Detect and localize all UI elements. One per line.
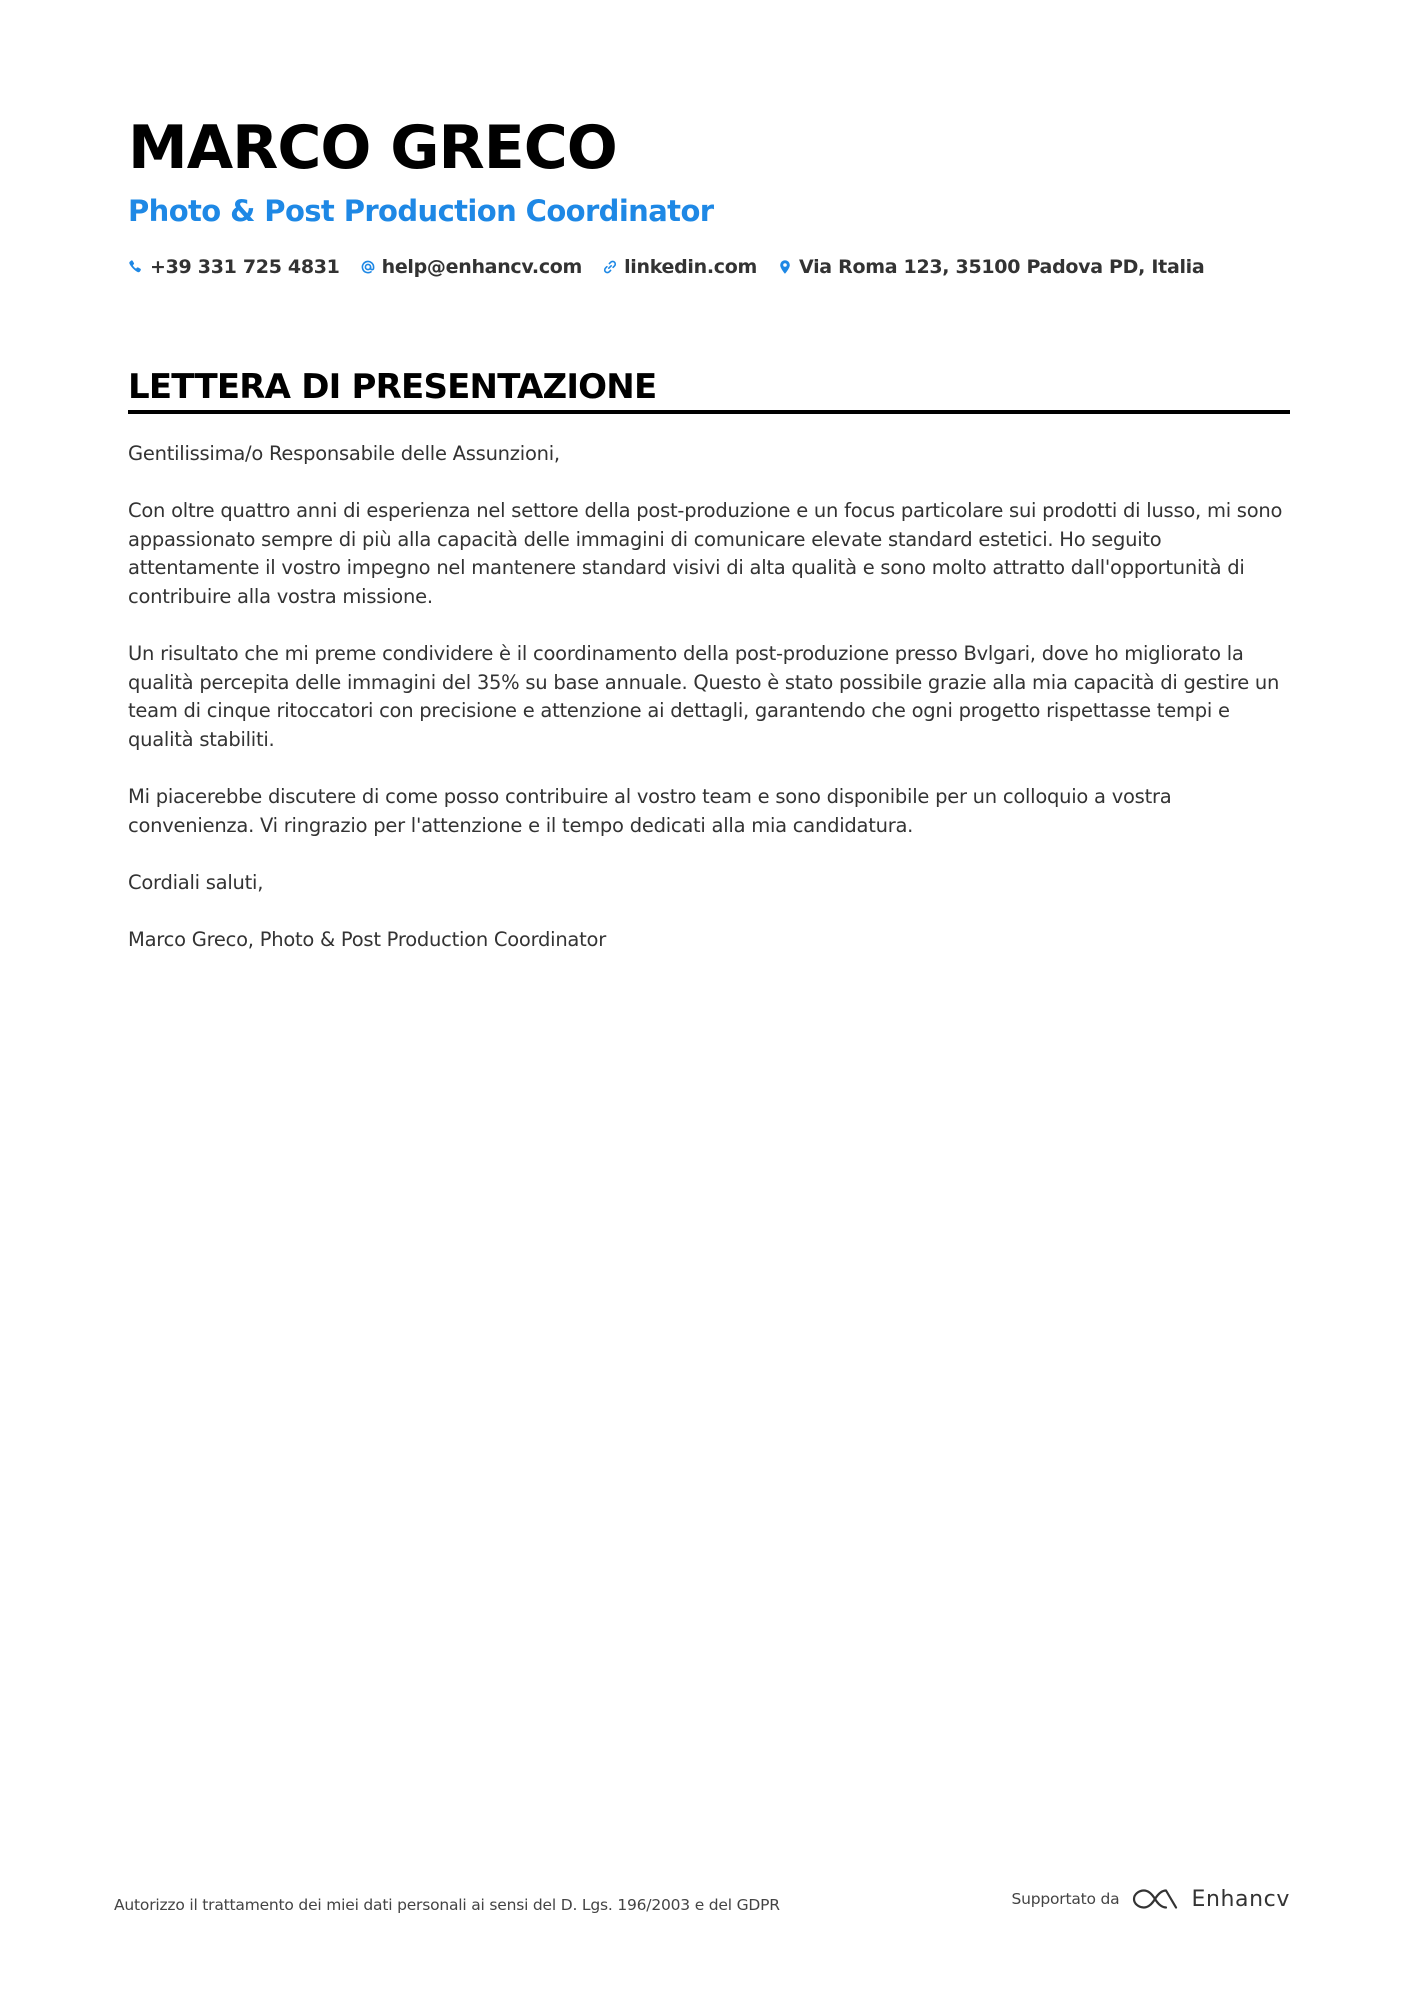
section-divider [128,410,1290,414]
location-pin-icon [777,259,793,275]
powered-by-label: Supportato da [1011,1890,1120,1908]
candidate-name: MARCO GRECO [128,113,617,183]
contact-address [777,252,1204,282]
section-title: LETTERA DI PRESENTAZIONE [128,367,657,407]
letter-signature: Marco Greco, Photo & Post Production Coordinator [128,928,606,952]
contact-phone-text: +39 331 725 4831 [150,256,340,278]
contact-bar [128,252,1224,282]
candidate-role: Photo & Post Production Coordinator [128,194,714,228]
contact-linkedin-text: linkedin.com [624,256,757,278]
letter-closing: Cordiali saluti, [128,870,264,894]
contact-email[interactable] [360,252,582,282]
enhancv-logo-icon [1131,1886,1179,1912]
letter-paragraph: Un risultato che mi preme condividere è il coordinamento della post-produzione presso Bvlgari, dove ho migliorato la qualità percepita delle immagini del 35% su base annuale. Questo è stato possibile grazie alla mia capacità di gestire un team di cinque ritoccatori con precisione e attenzione ai dettagli, garantendo che ogni progetto rispettasse tempi e qualità stabiliti. [128,642,1280,751]
letter-paragraph: Con oltre quattro anni di esperienza nel settore della post-produzione e un focus particolare sui prodotti di lusso, mi sono appassionato sempre di più alla capacità delle immagini di comunicare elevate standard estetici. Ho seguito attentamente il vostro impegno nel mantenere standard visivi di alta qualità e sono molto attratto dall'opportunità di contribuire alla vostra missione. [128,499,1283,608]
link-icon [602,259,618,275]
at-icon [360,259,376,275]
letter-body [128,440,1290,983]
letter-paragraph: Mi piacerebbe discutere di come posso contribuire al vostro team e sono disponibile per un colloquio a vostra convenienza. Vi ringrazio per l'attenzione e il tempo dedicati alla mia candidatura. [128,785,1172,837]
phone-icon [128,259,144,275]
contact-linkedin[interactable] [602,252,757,282]
contact-email-text: help@enhancv.com [381,256,583,278]
enhancv-wordmark: Enhancv [1191,1886,1290,1912]
powered-by[interactable] [1011,1886,1290,1912]
letter-greeting: Gentilissima/o Responsabile delle Assunzioni, [128,442,560,465]
contact-address-text: Via Roma 123, 35100 Padova PD, Italia [799,256,1205,278]
privacy-consent-note: Autorizzo il trattamento dei miei dati personali ai sensi del D. Lgs. 196/2003 e del GDPR [114,1896,780,1914]
contact-phone[interactable] [128,252,340,282]
